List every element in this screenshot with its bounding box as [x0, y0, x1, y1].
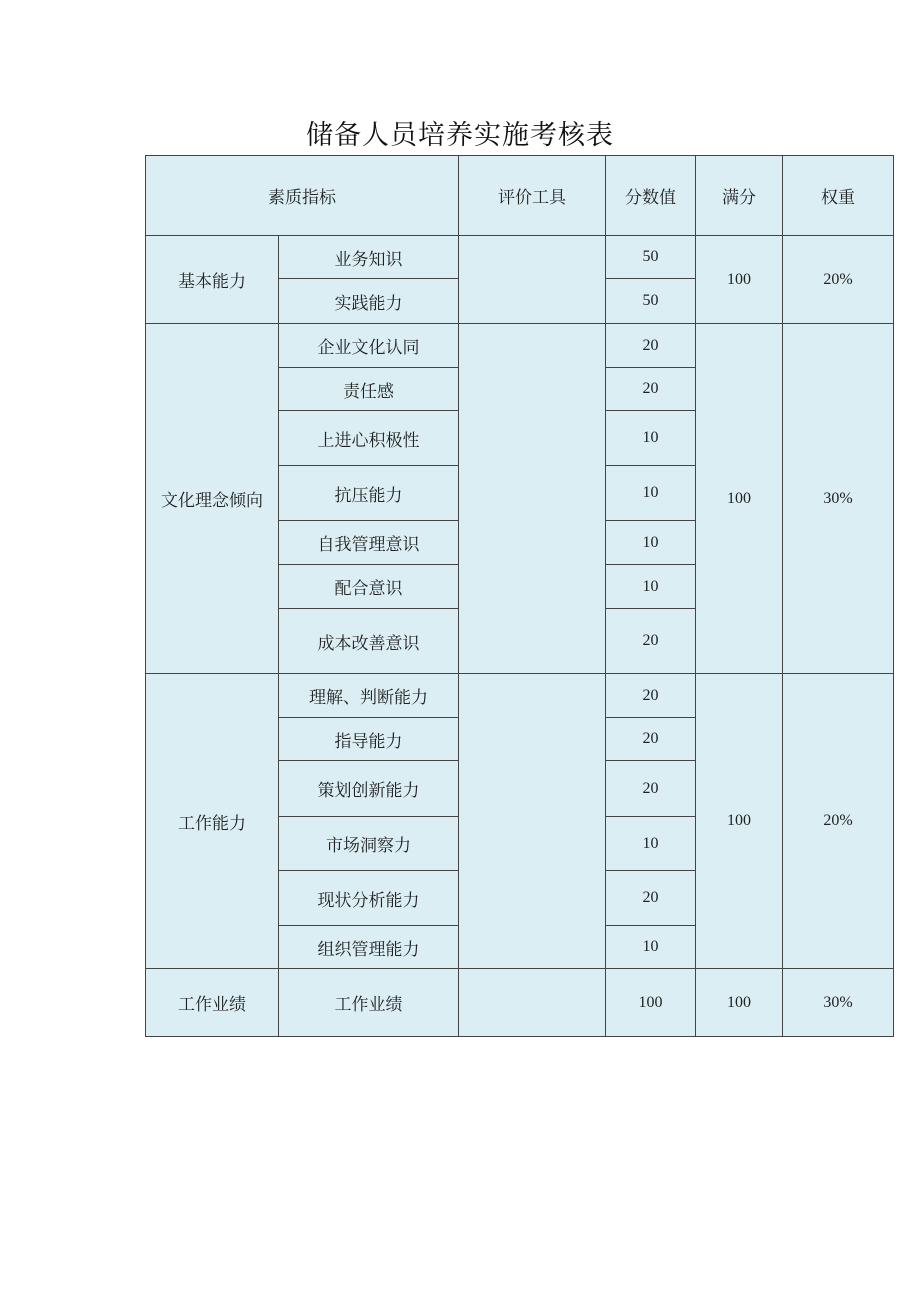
score-cell: 50: [606, 279, 696, 324]
indicator-name: 工作业绩: [279, 969, 459, 1037]
full-score-cell: 100: [696, 236, 783, 324]
page-title: 储备人员培养实施考核表: [306, 120, 614, 151]
full-score-cell: 100: [696, 324, 783, 674]
indicator-name: 市场洞察力: [279, 817, 459, 871]
score-cell: 100: [606, 969, 696, 1037]
score-cell: 10: [606, 565, 696, 609]
indicator-name: 抗压能力: [279, 466, 459, 521]
category-cell: 工作能力: [146, 674, 279, 969]
evaluation-tool-cell: [459, 969, 606, 1037]
evaluation-table: [145, 155, 894, 1037]
indicator-name: 责任感: [279, 368, 459, 411]
score-cell: 20: [606, 871, 696, 926]
indicator-name: 业务知识: [279, 236, 459, 279]
score-cell: 20: [606, 609, 696, 674]
score-cell: 20: [606, 324, 696, 368]
indicator-name: 组织管理能力: [279, 926, 459, 969]
indicator-name: 成本改善意识: [279, 609, 459, 674]
indicator-name: 现状分析能力: [279, 871, 459, 926]
evaluation-tool-cell: [459, 236, 606, 324]
score-cell: 20: [606, 674, 696, 718]
score-cell: 10: [606, 466, 696, 521]
score-cell: 10: [606, 521, 696, 565]
indicator-name: 实践能力: [279, 279, 459, 324]
weight-cell: 30%: [783, 969, 894, 1037]
score-cell: 20: [606, 368, 696, 411]
score-cell: 10: [606, 926, 696, 969]
evaluation-tool-cell: [459, 674, 606, 969]
evaluation-tool-cell: [459, 324, 606, 674]
score-cell: 50: [606, 236, 696, 279]
weight-cell: 20%: [783, 674, 894, 969]
category-cell: 工作业绩: [146, 969, 279, 1037]
indicator-name: 企业文化认同: [279, 324, 459, 368]
indicator-name: 配合意识: [279, 565, 459, 609]
category-cell: 文化理念倾向: [146, 324, 279, 674]
header-full-score: 满分: [696, 156, 783, 236]
indicator-name: 自我管理意识: [279, 521, 459, 565]
indicator-name: 指导能力: [279, 718, 459, 761]
weight-cell: 30%: [783, 324, 894, 674]
score-cell: 10: [606, 411, 696, 466]
weight-cell: 20%: [783, 236, 894, 324]
category-cell: 基本能力: [146, 236, 279, 324]
indicator-name: 策划创新能力: [279, 761, 459, 817]
header-quality-indicator: 素质指标: [146, 156, 459, 236]
header-evaluation-tool: 评价工具: [459, 156, 606, 236]
score-cell: 20: [606, 761, 696, 817]
full-score-cell: 100: [696, 674, 783, 969]
score-cell: 10: [606, 817, 696, 871]
header-weight: 权重: [783, 156, 894, 236]
indicator-name: 上进心积极性: [279, 411, 459, 466]
indicator-name: 理解、判断能力: [279, 674, 459, 718]
header-score: 分数值: [606, 156, 696, 236]
full-score-cell: 100: [696, 969, 783, 1037]
score-cell: 20: [606, 718, 696, 761]
